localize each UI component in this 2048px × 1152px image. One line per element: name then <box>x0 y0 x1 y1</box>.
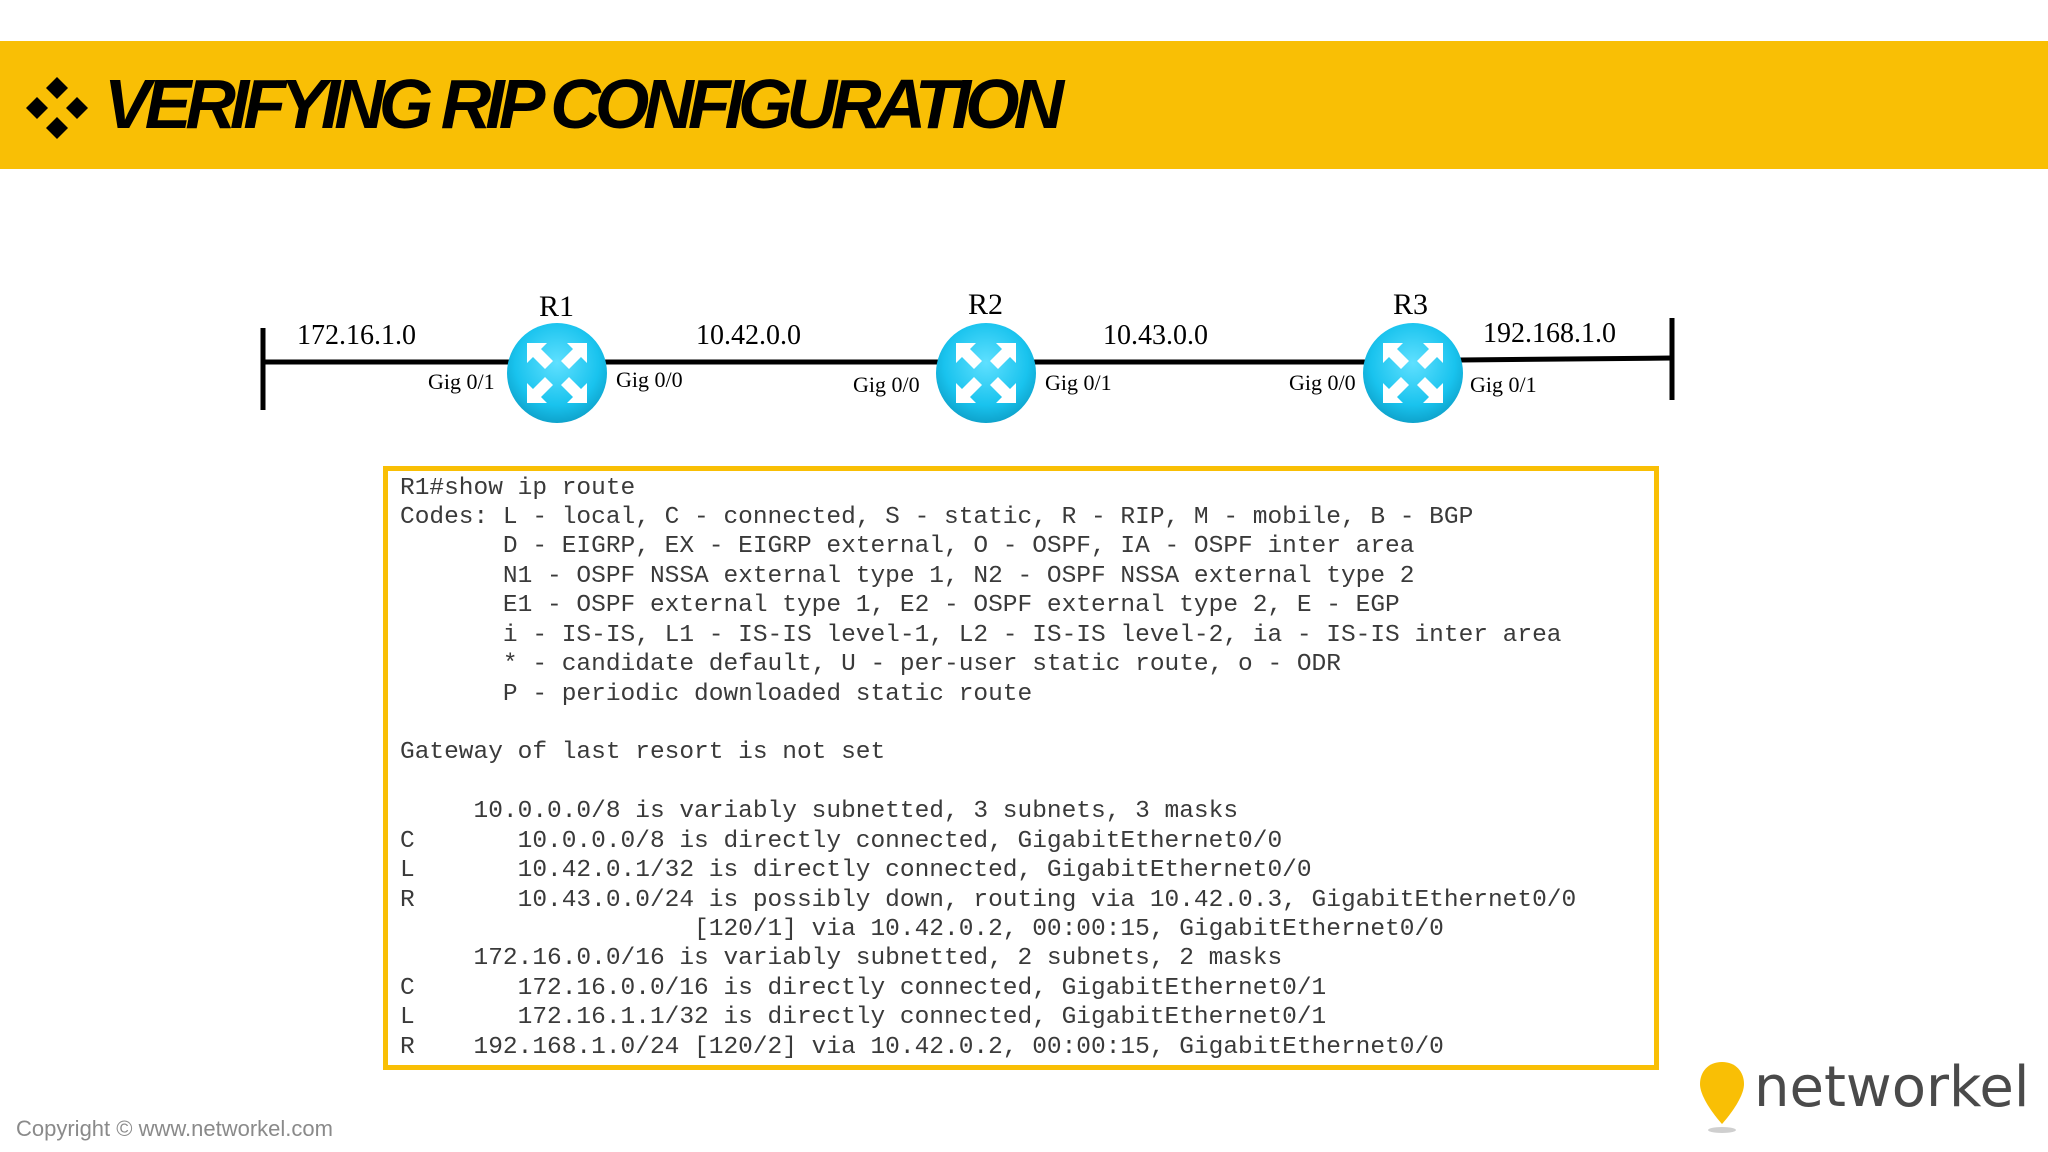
network-topology <box>0 0 2048 460</box>
cli-line: D - EIGRP, EX - EIGRP external, O - OSPF, IA - OSPF inter area <box>400 533 1415 560</box>
router-name-r1: R1 <box>539 290 575 323</box>
cli-line: L 172.16.1.1/32 is directly connected, GigabitEthernet0/1 <box>400 1004 1327 1031</box>
cli-line: R 10.43.0.0/24 is possibly down, routing via 10.42.0.3, GigabitEthernet0/0 <box>400 887 1577 914</box>
cli-line: 172.16.0.0/16 is variably subnetted, 2 subnets, 2 masks <box>400 945 1283 972</box>
router-name-r3: R3 <box>1393 288 1429 321</box>
port-label-r2-right: Gig 0/1 <box>1045 370 1112 395</box>
cli-line: [120/1] via 10.42.0.2, 00:00:15, GigabitEthernet0/0 <box>400 916 1444 943</box>
network-label-right: 192.168.1.0 <box>1483 318 1616 349</box>
cli-line: R 192.168.1.0/24 [120/2] via 10.42.0.2, 00:00:15, GigabitEthernet0/0 <box>400 1034 1444 1061</box>
cli-line: E1 - OSPF external type 1, E2 - OSPF external type 2, E - EGP <box>400 592 1400 619</box>
router-icon <box>1363 323 1463 423</box>
cli-line: P - periodic downloaded static route <box>400 681 1033 708</box>
port-label-r1-right: Gig 0/0 <box>616 367 683 392</box>
copyright-text: Copyright © www.networkel.com <box>16 1116 333 1141</box>
location-pin-icon <box>1698 1058 1754 1136</box>
cli-line: Codes: L - local, C - connected, S - static, R - RIP, M - mobile, B - BGP <box>400 504 1474 531</box>
cli-line: N1 - OSPF NSSA external type 1, N2 - OSPF NSSA external type 2 <box>400 563 1415 590</box>
port-label-r1-left: Gig 0/1 <box>428 369 495 394</box>
cli-line: * - candidate default, U - per-user static route, o - ODR <box>400 651 1341 678</box>
port-label-r3-left: Gig 0/0 <box>1289 370 1356 395</box>
router-icon <box>936 323 1036 423</box>
link-right <box>1460 358 1672 360</box>
cli-line: i - IS-IS, L1 - IS-IS level-1, L2 - IS-IS level-2, ia - IS-IS inter area <box>400 622 1562 649</box>
port-label-r2-left: Gig 0/0 <box>853 372 920 397</box>
cli-line: C 10.0.0.0/8 is directly connected, GigabitEthernet0/0 <box>400 828 1283 855</box>
network-label-r1-r2: 10.42.0.0 <box>696 320 801 351</box>
slide-title: VERIFYING RIP CONFIGURATION <box>104 65 1059 143</box>
cli-line: C 172.16.0.0/16 is directly connected, GigabitEthernet0/1 <box>400 975 1327 1002</box>
cli-line: 10.0.0.0/8 is variably subnetted, 3 subnets, 3 masks <box>400 798 1239 825</box>
logo-wordmark: networkel <box>1754 1055 2030 1120</box>
router-name-r2: R2 <box>968 288 1004 321</box>
network-label-left: 172.16.1.0 <box>297 320 416 351</box>
network-label-r2-r3: 10.43.0.0 <box>1103 320 1208 351</box>
cli-line: Gateway of last resort is not set <box>400 739 886 766</box>
networkel-logo <box>1698 1055 2030 1136</box>
router-icon <box>507 323 607 423</box>
cli-line: L 10.42.0.1/32 is directly connected, GigabitEthernet0/0 <box>400 857 1312 884</box>
cli-line: R1#show ip route <box>400 475 636 502</box>
port-label-r3-right: Gig 0/1 <box>1470 372 1537 397</box>
cli-output-box <box>383 466 1659 1070</box>
